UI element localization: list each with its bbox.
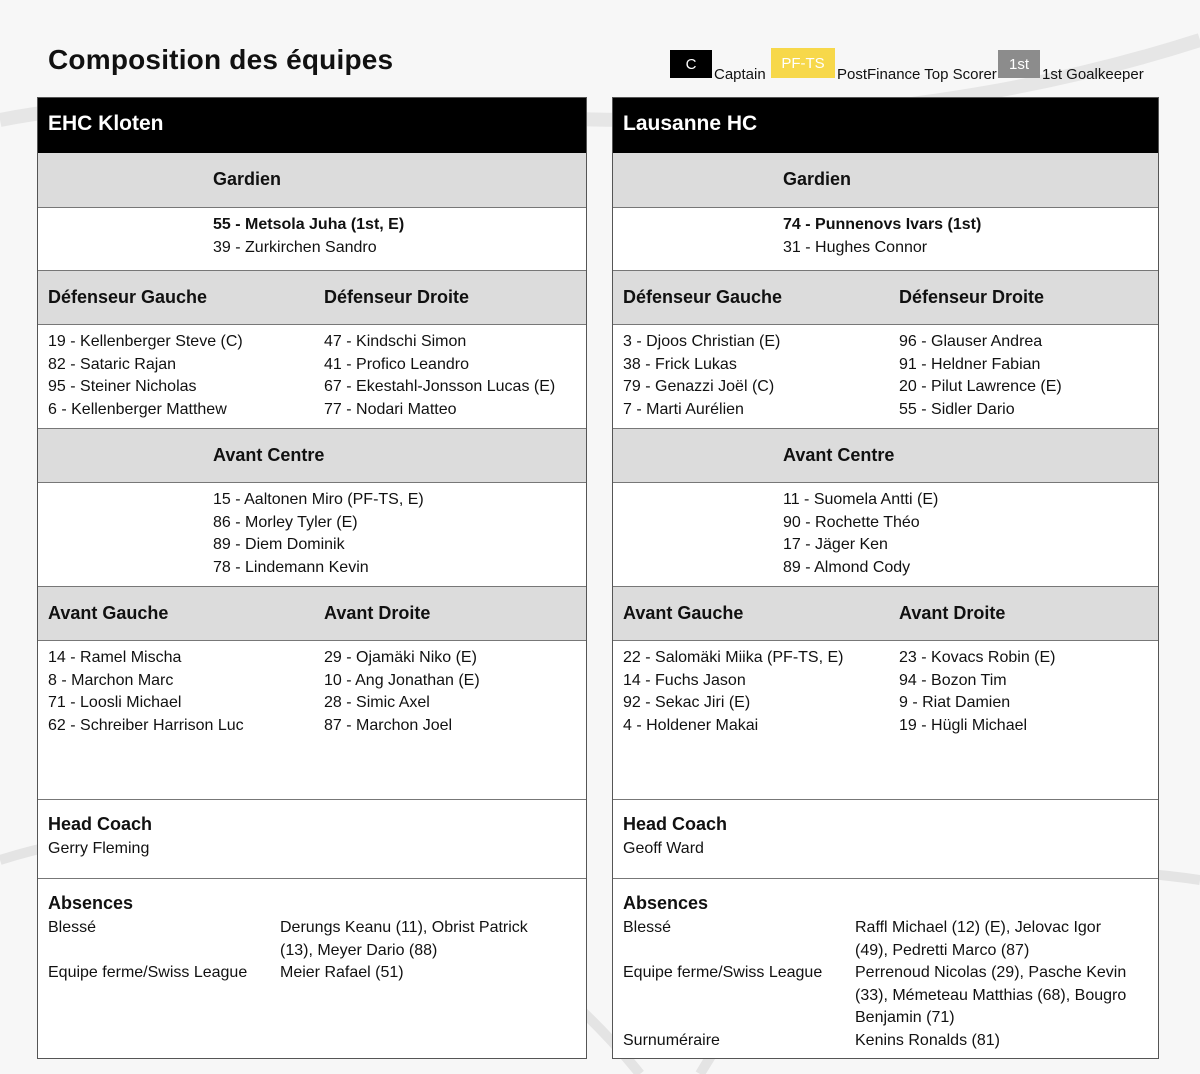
head-coach-section xyxy=(38,799,586,878)
fw-left-header: Avant Gauche xyxy=(48,603,169,623)
player-row: 55 - Sidler Dario xyxy=(899,400,1015,418)
player-row: 8 - Marchon Marc xyxy=(48,671,174,689)
player-row: 15 - Aaltonen Miro (PF-TS, E) xyxy=(213,491,424,508)
player-row: 91 - Heldner Fabian xyxy=(899,355,1041,373)
forward-list xyxy=(613,641,1158,799)
absence-category: Blessé xyxy=(48,919,97,936)
defense-header xyxy=(613,270,1158,325)
absences-header: Absences xyxy=(48,893,134,913)
defense-list xyxy=(613,325,1158,428)
center-header xyxy=(38,428,586,483)
goalie-row: 31 - Hughes Connor xyxy=(783,238,928,256)
absence-players: Kenins Ronalds (81) xyxy=(855,1032,1000,1049)
player-row: 10 - Ang Jonathan (E) xyxy=(324,671,480,689)
absence-players: Perrenoud Nicolas (29), Pasche Kevin xyxy=(855,964,1127,981)
player-row: 9 - Riat Damien xyxy=(899,694,1011,711)
player-row: 77 - Nodari Matteo xyxy=(324,400,457,418)
player-row: 96 - Glauser Andrea xyxy=(899,333,1043,350)
head-coach-header: Head Coach xyxy=(623,814,728,834)
head-coach-header: Head Coach xyxy=(48,814,153,834)
player-row: 19 - Kellenberger Steve (C) xyxy=(48,333,243,350)
player-row: 94 - Bozon Tim xyxy=(899,671,1007,689)
team-card-lausanne xyxy=(612,97,1159,1059)
forward-header xyxy=(613,586,1158,641)
absence-players: (33), Mémeteau Matthias (68), Bougro xyxy=(855,986,1127,1004)
team-name: EHC Kloten xyxy=(38,98,586,153)
player-row: 89 - Diem Dominik xyxy=(213,536,345,553)
team-name: Lausanne HC xyxy=(613,98,1158,153)
player-row: 20 - Pilut Lawrence (E) xyxy=(899,378,1062,395)
player-row: 11 - Suomela Antti (E) xyxy=(783,491,939,508)
player-row: 23 - Kovacs Robin (E) xyxy=(899,649,1056,666)
goalie-row: 55 - Metsola Juha (1st, E) xyxy=(213,216,405,233)
absence-players: (13), Meyer Dario (88) xyxy=(280,941,438,959)
goalie-header xyxy=(613,153,1158,208)
absence-category: Blessé xyxy=(623,919,672,936)
center-header-label: Avant Centre xyxy=(213,445,325,465)
defense-list xyxy=(38,325,586,428)
absence-category: Equipe ferme/Swiss League xyxy=(623,964,823,981)
forward-list xyxy=(38,641,586,799)
legend-captain-badge: C xyxy=(670,50,712,78)
team-card-kloten xyxy=(37,97,587,1059)
player-row: 19 - Hügli Michael xyxy=(899,716,1028,734)
legend-topscorer-badge: PF-TS xyxy=(771,48,835,78)
goalie-header-label: Gardien xyxy=(213,169,282,189)
head-coach-section xyxy=(613,799,1158,878)
def-right-header: Défenseur Droite xyxy=(324,287,470,307)
player-row: 29 - Ojamäki Niko (E) xyxy=(324,649,477,666)
forward-header xyxy=(38,586,586,641)
absence-players: Derungs Keanu (11), Obrist Patrick xyxy=(280,919,528,936)
head-coach-name: Gerry Fleming xyxy=(48,840,150,857)
absences-section xyxy=(38,878,586,1056)
legend xyxy=(670,50,1150,82)
goalie-row: 74 - Punnenovs Ivars (1st) xyxy=(783,216,982,233)
legend-topscorer-label: PostFinance Top Scorer xyxy=(837,66,997,83)
def-right-header: Défenseur Droite xyxy=(899,287,1045,307)
absence-players: Benjamin (71) xyxy=(855,1009,955,1026)
player-row: 6 - Kellenberger Matthew xyxy=(48,400,227,418)
def-left-header: Défenseur Gauche xyxy=(48,287,208,307)
player-row: 3 - Djoos Christian (E) xyxy=(623,333,781,350)
absence-players: Raffl Michael (12) (E), Jelovac Igor xyxy=(855,919,1102,936)
player-row: 4 - Holdener Makai xyxy=(623,716,759,734)
goalie-list xyxy=(613,208,1158,270)
absences-section xyxy=(613,878,1158,1056)
page-title: Composition des équipes xyxy=(48,44,394,75)
center-header-label: Avant Centre xyxy=(783,445,895,465)
fw-right-header: Avant Droite xyxy=(324,603,431,623)
goalie-header xyxy=(38,153,586,208)
player-row: 7 - Marti Aurélien xyxy=(623,400,744,418)
goalie-row: 39 - Zurkirchen Sandro xyxy=(213,238,377,256)
player-row: 28 - Simic Axel xyxy=(324,694,430,711)
player-row: 92 - Sekac Jiri (E) xyxy=(623,694,751,711)
player-row: 82 - Sataric Rajan xyxy=(48,355,177,373)
player-row: 38 - Frick Lukas xyxy=(623,355,737,373)
goalie-header-label: Gardien xyxy=(783,169,852,189)
player-row: 22 - Salomäki Miika (PF-TS, E) xyxy=(623,649,844,666)
legend-captain-label: Captain xyxy=(714,66,766,83)
player-row: 62 - Schreiber Harrison Luc xyxy=(48,716,244,734)
player-row: 41 - Profico Leandro xyxy=(324,355,469,373)
player-row: 78 - Lindemann Kevin xyxy=(213,558,369,576)
player-row: 86 - Morley Tyler (E) xyxy=(213,513,358,531)
head-coach-name: Geoff Ward xyxy=(623,840,704,857)
center-list xyxy=(38,483,586,586)
player-row: 67 - Ekestahl-Jonsson Lucas (E) xyxy=(324,378,556,395)
def-left-header: Défenseur Gauche xyxy=(623,287,783,307)
player-row: 47 - Kindschi Simon xyxy=(324,333,467,350)
goalie-list xyxy=(38,208,586,270)
absence-players: Meier Rafael (51) xyxy=(280,964,404,981)
defense-header xyxy=(38,270,586,325)
player-row: 14 - Fuchs Jason xyxy=(623,671,746,689)
absence-players: (49), Pedretti Marco (87) xyxy=(855,941,1030,959)
fw-left-header: Avant Gauche xyxy=(623,603,744,623)
player-row: 89 - Almond Cody xyxy=(783,558,911,576)
legend-goalkeeper-label: 1st Goalkeeper xyxy=(1042,66,1144,83)
center-list xyxy=(613,483,1158,586)
player-row: 79 - Genazzi Joël (C) xyxy=(623,378,775,395)
fw-right-header: Avant Droite xyxy=(899,603,1006,623)
player-row: 14 - Ramel Mischa xyxy=(48,649,182,666)
player-row: 71 - Loosli Michael xyxy=(48,694,182,711)
player-row: 90 - Rochette Théo xyxy=(783,513,920,531)
player-row: 17 - Jäger Ken xyxy=(783,536,888,553)
absence-category: Surnuméraire xyxy=(623,1032,720,1049)
center-header xyxy=(613,428,1158,483)
legend-goalkeeper-badge: 1st xyxy=(998,50,1040,78)
player-row: 87 - Marchon Joel xyxy=(324,716,453,734)
player-row: 95 - Steiner Nicholas xyxy=(48,378,197,395)
absences-header: Absences xyxy=(623,893,709,913)
absence-category: Equipe ferme/Swiss League xyxy=(48,964,248,981)
